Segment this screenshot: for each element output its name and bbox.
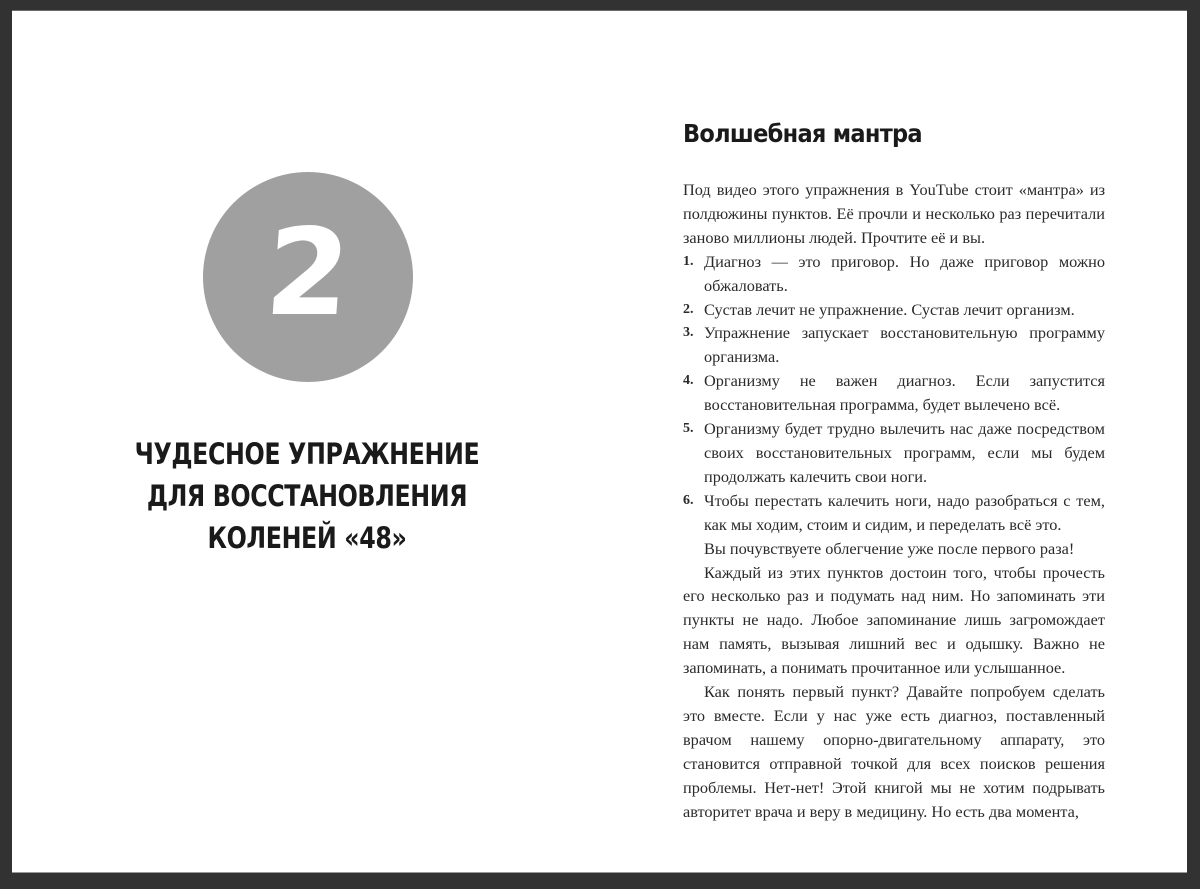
chapter-title-line: ЧУДЕСНОЕ УПРАЖНЕНИЕ bbox=[134, 437, 480, 471]
list-item bbox=[683, 417, 1105, 489]
list-text: Упражнение запускает восстановительную программу организма. bbox=[704, 323, 1105, 367]
body-paragraph: Как понять первый пункт? Давайте попробуем сделать это вместе. Если у нас уже есть диагноз, поставленный врачом нашему опорно-двигательному аппарату, это становится отправной точкой для всех поисков решения проблемы. Нет-нет! Этой книгой мы не хотим подрывать авторитет врача и веру в медицину. Но есть два момента, bbox=[683, 682, 1105, 821]
list-number: 2. bbox=[683, 301, 694, 317]
chapter-number: 2 bbox=[261, 204, 355, 343]
list-item bbox=[683, 298, 1105, 322]
chapter-title-line: КОЛЕНЕЙ «48» bbox=[207, 521, 407, 555]
list-text: Сустав лечит не упражнение. Сустав лечит организм. bbox=[704, 299, 1075, 319]
section-title: Волшебная мантра bbox=[683, 119, 922, 148]
left-page bbox=[12, 11, 600, 872]
right-page bbox=[600, 11, 1187, 872]
book-spread bbox=[12, 10, 1187, 873]
chapter-number-badge bbox=[203, 172, 413, 382]
list-item bbox=[683, 369, 1105, 417]
list-number: 1. bbox=[683, 253, 694, 269]
chapter-title bbox=[114, 433, 499, 559]
list-text: Чтобы перестать калечить ноги, надо разобраться с тем, как мы ходим, стоим и сидим, и переделать всё это. bbox=[704, 490, 1105, 534]
mantra-list bbox=[683, 250, 1105, 537]
list-number: 6. bbox=[683, 492, 694, 508]
list-text: Диагноз — это приговор. Но даже приговор можно обжаловать. bbox=[704, 251, 1105, 295]
body-paragraph: Вы почувствуете облегчение уже после первого раза! bbox=[704, 538, 1075, 558]
list-number: 4. bbox=[683, 373, 694, 389]
list-number: 5. bbox=[683, 421, 694, 437]
body-text bbox=[683, 178, 1105, 823]
list-number: 3. bbox=[683, 325, 694, 341]
list-text: Организму будет трудно вылечить нас даже посредством своих восстановительных программ, если мы будем продолжать калечить свои ноги. bbox=[704, 419, 1105, 486]
list-item bbox=[683, 250, 1105, 298]
list-item bbox=[683, 321, 1105, 369]
intro-paragraph: Под видео этого упражнения в YouTube стоит «мантра» из полдюжины пунктов. Её прочли и несколько раз перечитали заново миллионы людей. Прочтите её и вы. bbox=[683, 180, 1105, 247]
body-paragraph: Каждый из этих пунктов достоин того, чтобы прочесть его несколько раз и подумать над ним. Но запоминать эти пункты не надо. Любое запоминание лишь загромождает нам память, вызывая лишний вес и одышку. Важно не запоминать, а понимать прочитанное или услышанное. bbox=[683, 562, 1105, 678]
chapter-title-line: ДЛЯ ВОССТАНОВЛЕНИЯ bbox=[146, 479, 468, 513]
list-text: Организму не важен диагноз. Если запустится восстановительная программа, будет вылечено всё. bbox=[704, 371, 1105, 415]
list-item bbox=[683, 489, 1105, 537]
